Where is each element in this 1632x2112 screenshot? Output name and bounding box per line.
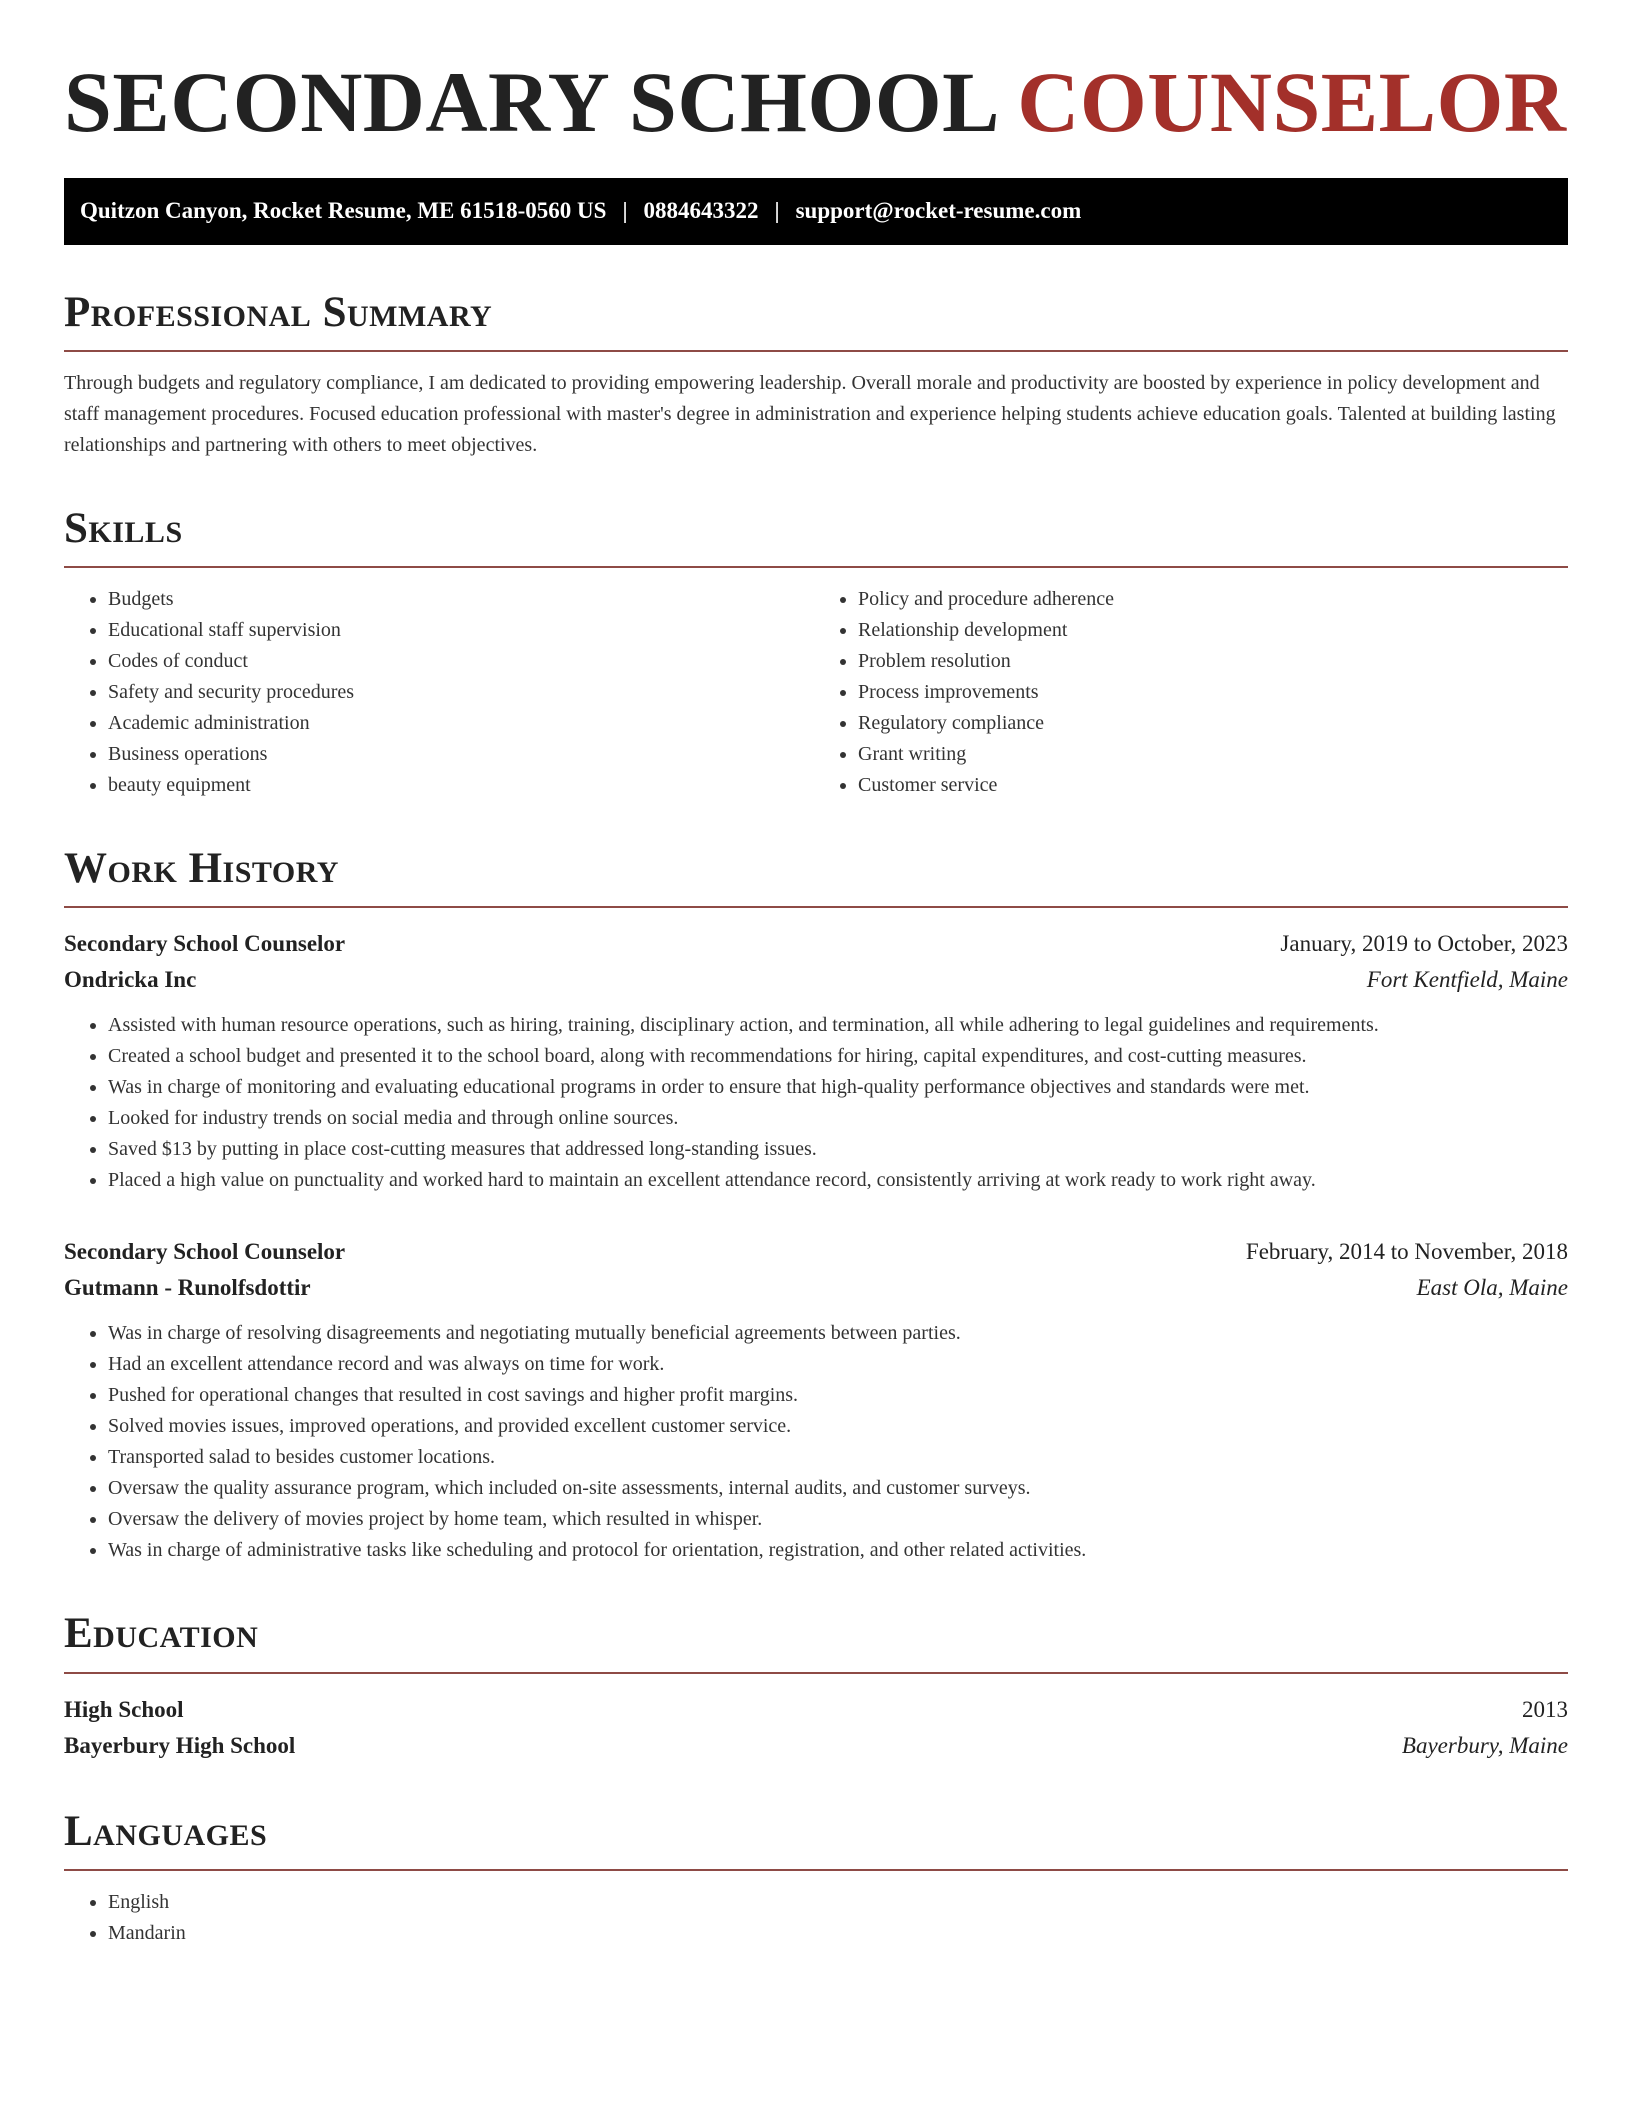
skill-item: • Grant writing	[858, 739, 1568, 770]
skill-item: • beauty equipment	[108, 770, 818, 801]
job-role: Secondary School Counselor	[64, 1239, 346, 1265]
skill-item: • Relationship development	[858, 615, 1568, 646]
skill-item: • Regulatory compliance	[858, 708, 1568, 739]
job-company: Ondricka Inc	[64, 967, 197, 993]
skill-item: • Codes of conduct	[108, 646, 818, 677]
education-location: Bayerbury, Maine	[1401, 1732, 1568, 1758]
skill-item: • Business operations	[108, 739, 818, 770]
summary-heading: Professional Summary	[64, 289, 1568, 352]
skill-item: • Safety and security procedures	[108, 677, 818, 708]
contact-separator: |	[622, 198, 628, 224]
languages-list	[64, 1887, 1568, 1949]
education-school-row	[64, 1728, 1568, 1764]
languages-heading: Languages	[64, 1808, 1568, 1871]
education-heading: Education	[64, 1610, 1568, 1673]
job-company-row	[64, 962, 1568, 998]
summary-text: Through budgets and regulatory compliance, I am dedicated to providing empowering leadership. Overall morale and productivity are boosted by experience in policy development and staff management procedures. Focused education professional with master's degree in administration and experience helping students achieve education goals. Talented at building lasting relationships and partnering with others to meet objectives.	[64, 371, 1556, 456]
job-bullet: • Was in charge of resolving disagreements and negotiating mutually beneficial agreements between parties.	[108, 1318, 1568, 1349]
job-bullet: • Saved $13 by putting in place cost-cutting measures that addressed long-standing issues.	[108, 1134, 1568, 1165]
job-bullet: • Oversaw the delivery of movies project by home team, which resulted in whisper.	[108, 1504, 1568, 1535]
resume-name	[64, 55, 1568, 150]
language-item: • English	[108, 1887, 1568, 1918]
job-dates: January, 2019 to October, 2023	[1280, 931, 1568, 957]
job-header-row	[64, 1234, 1568, 1270]
job-bullet: • Placed a high value on punctuality and worked hard to maintain an excellent attendance record, consistently arriving at work ready to work right away.	[108, 1165, 1568, 1196]
job-location: Fort Kentfield, Maine	[1366, 967, 1568, 993]
education-year: 2013	[1522, 1696, 1568, 1722]
contact-separator: |	[774, 198, 780, 224]
skills-list	[64, 584, 1568, 801]
education-degree: High School	[64, 1696, 184, 1722]
language-item: • Mandarin	[108, 1918, 1568, 1949]
job-header-row	[64, 926, 1568, 962]
skill-item: • Customer service	[858, 770, 1568, 801]
job-bullet: • Transported salad to besides customer locations.	[108, 1442, 1568, 1473]
job-bullet: • Pushed for operational changes that resulted in cost savings and higher profit margins.	[108, 1380, 1568, 1411]
name-primary: SECONDARY SCHOOL	[64, 54, 996, 150]
job-bullet: • Solved movies issues, improved operations, and provided excellent customer service.	[108, 1411, 1568, 1442]
work-history-heading: Work History	[64, 845, 1568, 908]
contact-phone: 0884643322	[643, 198, 759, 224]
job-bullet: • Looked for industry trends on social media and through online sources.	[108, 1103, 1568, 1134]
job-bullet: • Was in charge of monitoring and evaluating educational programs in order to ensure that high-quality performance objectives and standards were met.	[108, 1072, 1568, 1103]
skill-item: • Problem resolution	[858, 646, 1568, 677]
contact-bar	[64, 178, 1568, 245]
education-entry	[64, 1692, 1568, 1764]
job-role: Secondary School Counselor	[64, 931, 346, 957]
job-dates: February, 2014 to November, 2018	[1245, 1239, 1568, 1265]
job-bullet: • Assisted with human resource operations, such as hiring, training, disciplinary action, and termination, all while adhering to legal guidelines and requirements.	[108, 1010, 1568, 1041]
contact-address: Quitzon Canyon, Rocket Resume, ME 61518-0560 US	[80, 198, 607, 224]
job-bullet: • Created a school budget and presented it to the school board, along with recommendations for hiring, capital expenditures, and cost-cutting measures.	[108, 1041, 1568, 1072]
job-company: Gutmann - Runolfsdottir	[64, 1275, 311, 1301]
education-degree-row	[64, 1692, 1568, 1728]
skills-column-right	[818, 584, 1568, 801]
skill-item: • Educational staff supervision	[108, 615, 818, 646]
education-school: Bayerbury High School	[64, 1732, 296, 1758]
job-entry	[64, 1234, 1568, 1566]
job-bullets	[64, 1010, 1568, 1196]
name-accent: COUNSELOR	[1017, 54, 1567, 150]
job-bullet: • Was in charge of administrative tasks like scheduling and protocol for orientation, registration, and other related activities.	[108, 1535, 1568, 1566]
skill-item: • Academic administration	[108, 708, 818, 739]
contact-email[interactable]: support@rocket-resume.com	[795, 198, 1082, 224]
job-company-row	[64, 1270, 1568, 1306]
skill-item: • Policy and procedure adherence	[858, 584, 1568, 615]
job-bullets	[64, 1318, 1568, 1566]
job-bullet: • Had an excellent attendance record and was always on time for work.	[108, 1349, 1568, 1380]
job-bullet: • Oversaw the quality assurance program, which included on-site assessments, internal audits, and customer surveys.	[108, 1473, 1568, 1504]
skill-item: • Budgets	[108, 584, 818, 615]
job-location: East Ola, Maine	[1416, 1275, 1568, 1301]
skills-column-left	[64, 584, 818, 801]
job-entry	[64, 926, 1568, 1196]
skills-heading: Skills	[64, 505, 1568, 568]
skill-item: • Process improvements	[858, 677, 1568, 708]
